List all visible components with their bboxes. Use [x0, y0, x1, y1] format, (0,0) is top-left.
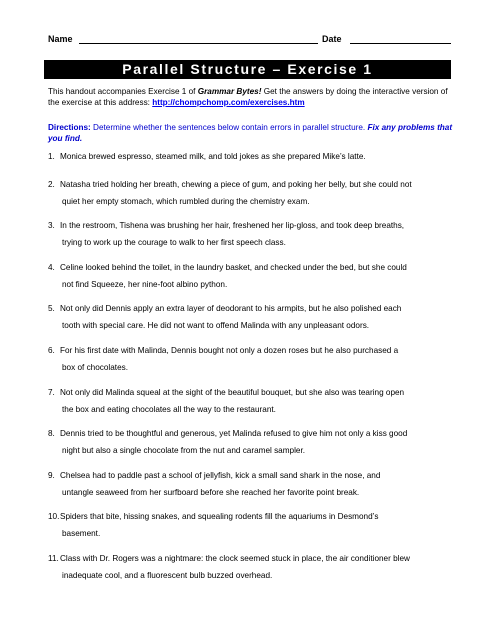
item-number: 8. [48, 429, 55, 438]
item-line-2: the box and eating chocolates all the way to the restaurant. [62, 405, 276, 414]
grammar-bytes-title: Grammar Bytes! [197, 87, 262, 96]
list-item [48, 342, 458, 376]
date-blank-line [350, 43, 451, 44]
name-date-row [48, 32, 451, 46]
list-item [48, 176, 458, 210]
item-line-2: inadequate cool, and a fluorescent bulb buzzed overhead. [62, 571, 273, 580]
item-line-2: tooth with special care. He did not want to offend Malinda with any unpleasant odors. [62, 321, 370, 330]
item-line-1: For his first date with Malinda, Dennis bought not only a dozen roses but he also purchased a [60, 346, 399, 355]
item-number: 3. [48, 221, 55, 230]
item-number: 6. [48, 346, 55, 355]
directions-emphasis: Fix any problems that you find. [48, 123, 453, 143]
item-line-2: untangle seaweed from her surfboard before she reached her favorite point break. [62, 488, 360, 497]
list-item [48, 217, 458, 251]
name-label: Name [48, 34, 73, 44]
item-number: 4. [48, 263, 55, 272]
item-line-1: Celine looked behind the toilet, in the laundry basket, and checked under the bed, but she could [60, 263, 407, 272]
intro-text-before: This handout accompanies Exercise 1 of [48, 87, 198, 96]
item-line-1: Monica brewed espresso, steamed milk, and told jokes as she prepared Mike’s latte. [60, 152, 366, 161]
item-line-2: quiet her empty stomach, which rumbled during the chemistry exam. [62, 197, 310, 206]
item-number: 2. [48, 180, 55, 189]
item-line-1: Spiders that bite, hissing snakes, and squealing rodents fill the aquariums in Desmond’s [60, 512, 379, 521]
exercise-link[interactable]: http://chompchomp.com/exercises.htm [152, 98, 305, 107]
intro-paragraph [48, 86, 453, 108]
item-line-1: In the restroom, Tishena was brushing her hair, freshened her lip-gloss, and took deep breaths, [60, 221, 405, 230]
list-item [48, 425, 458, 459]
item-line-1: Class with Dr. Rogers was a nightmare: the clock seemed stuck in place, the air conditioner blew [60, 554, 410, 563]
item-line-2: night but also a single chocolate from the nut and caramel sampler. [62, 446, 306, 455]
directions-label: Directions: [48, 123, 91, 132]
item-line-2: box of chocolates. [62, 363, 128, 372]
date-label: Date [322, 34, 342, 44]
directions-paragraph [48, 122, 453, 144]
item-line-1: Natasha tried holding her breath, chewing a piece of gum, and poking her belly, but she could not [60, 180, 412, 189]
list-item [48, 259, 458, 293]
intro-text-after: Get the answers by doing the interactive version of the exercise at this address: [48, 87, 448, 107]
directions-text: Determine whether the sentences below contain errors in parallel structure. [90, 123, 368, 132]
item-line-2: not find Squeeze, her nine-foot albino python. [62, 280, 228, 289]
item-line-1: Dennis tried to be thoughtful and generous, yet Malinda refused to give him not only a kiss good [60, 429, 408, 438]
list-item [48, 508, 458, 542]
list-item [48, 384, 458, 418]
item-line-1: Not only did Dennis apply an extra layer of deodorant to his armpits, but he also polished each [60, 304, 402, 313]
list-item [48, 467, 458, 501]
list-item [48, 550, 458, 584]
item-number: 7. [48, 388, 55, 397]
list-item [48, 300, 458, 334]
item-line-1: Not only did Malinda squeal at the sight of the beautiful bouquet, but she also was tearing open [60, 388, 405, 397]
item-number: 11. [48, 554, 59, 563]
item-line-2: trying to work up the courage to walk to her first speech class. [62, 238, 286, 247]
item-line-1: Chelsea had to paddle past a school of jellyfish, kick a small sand shark in the nose, and [60, 471, 381, 480]
page-title: Parallel Structure – Exercise 1 [44, 60, 451, 79]
list-item [48, 148, 458, 165]
item-line-2: basement. [62, 529, 101, 538]
item-number: 5. [48, 304, 55, 313]
item-number: 1. [48, 152, 55, 161]
name-blank-line [79, 43, 318, 44]
item-number: 10. [48, 512, 60, 521]
item-number: 9. [48, 471, 55, 480]
